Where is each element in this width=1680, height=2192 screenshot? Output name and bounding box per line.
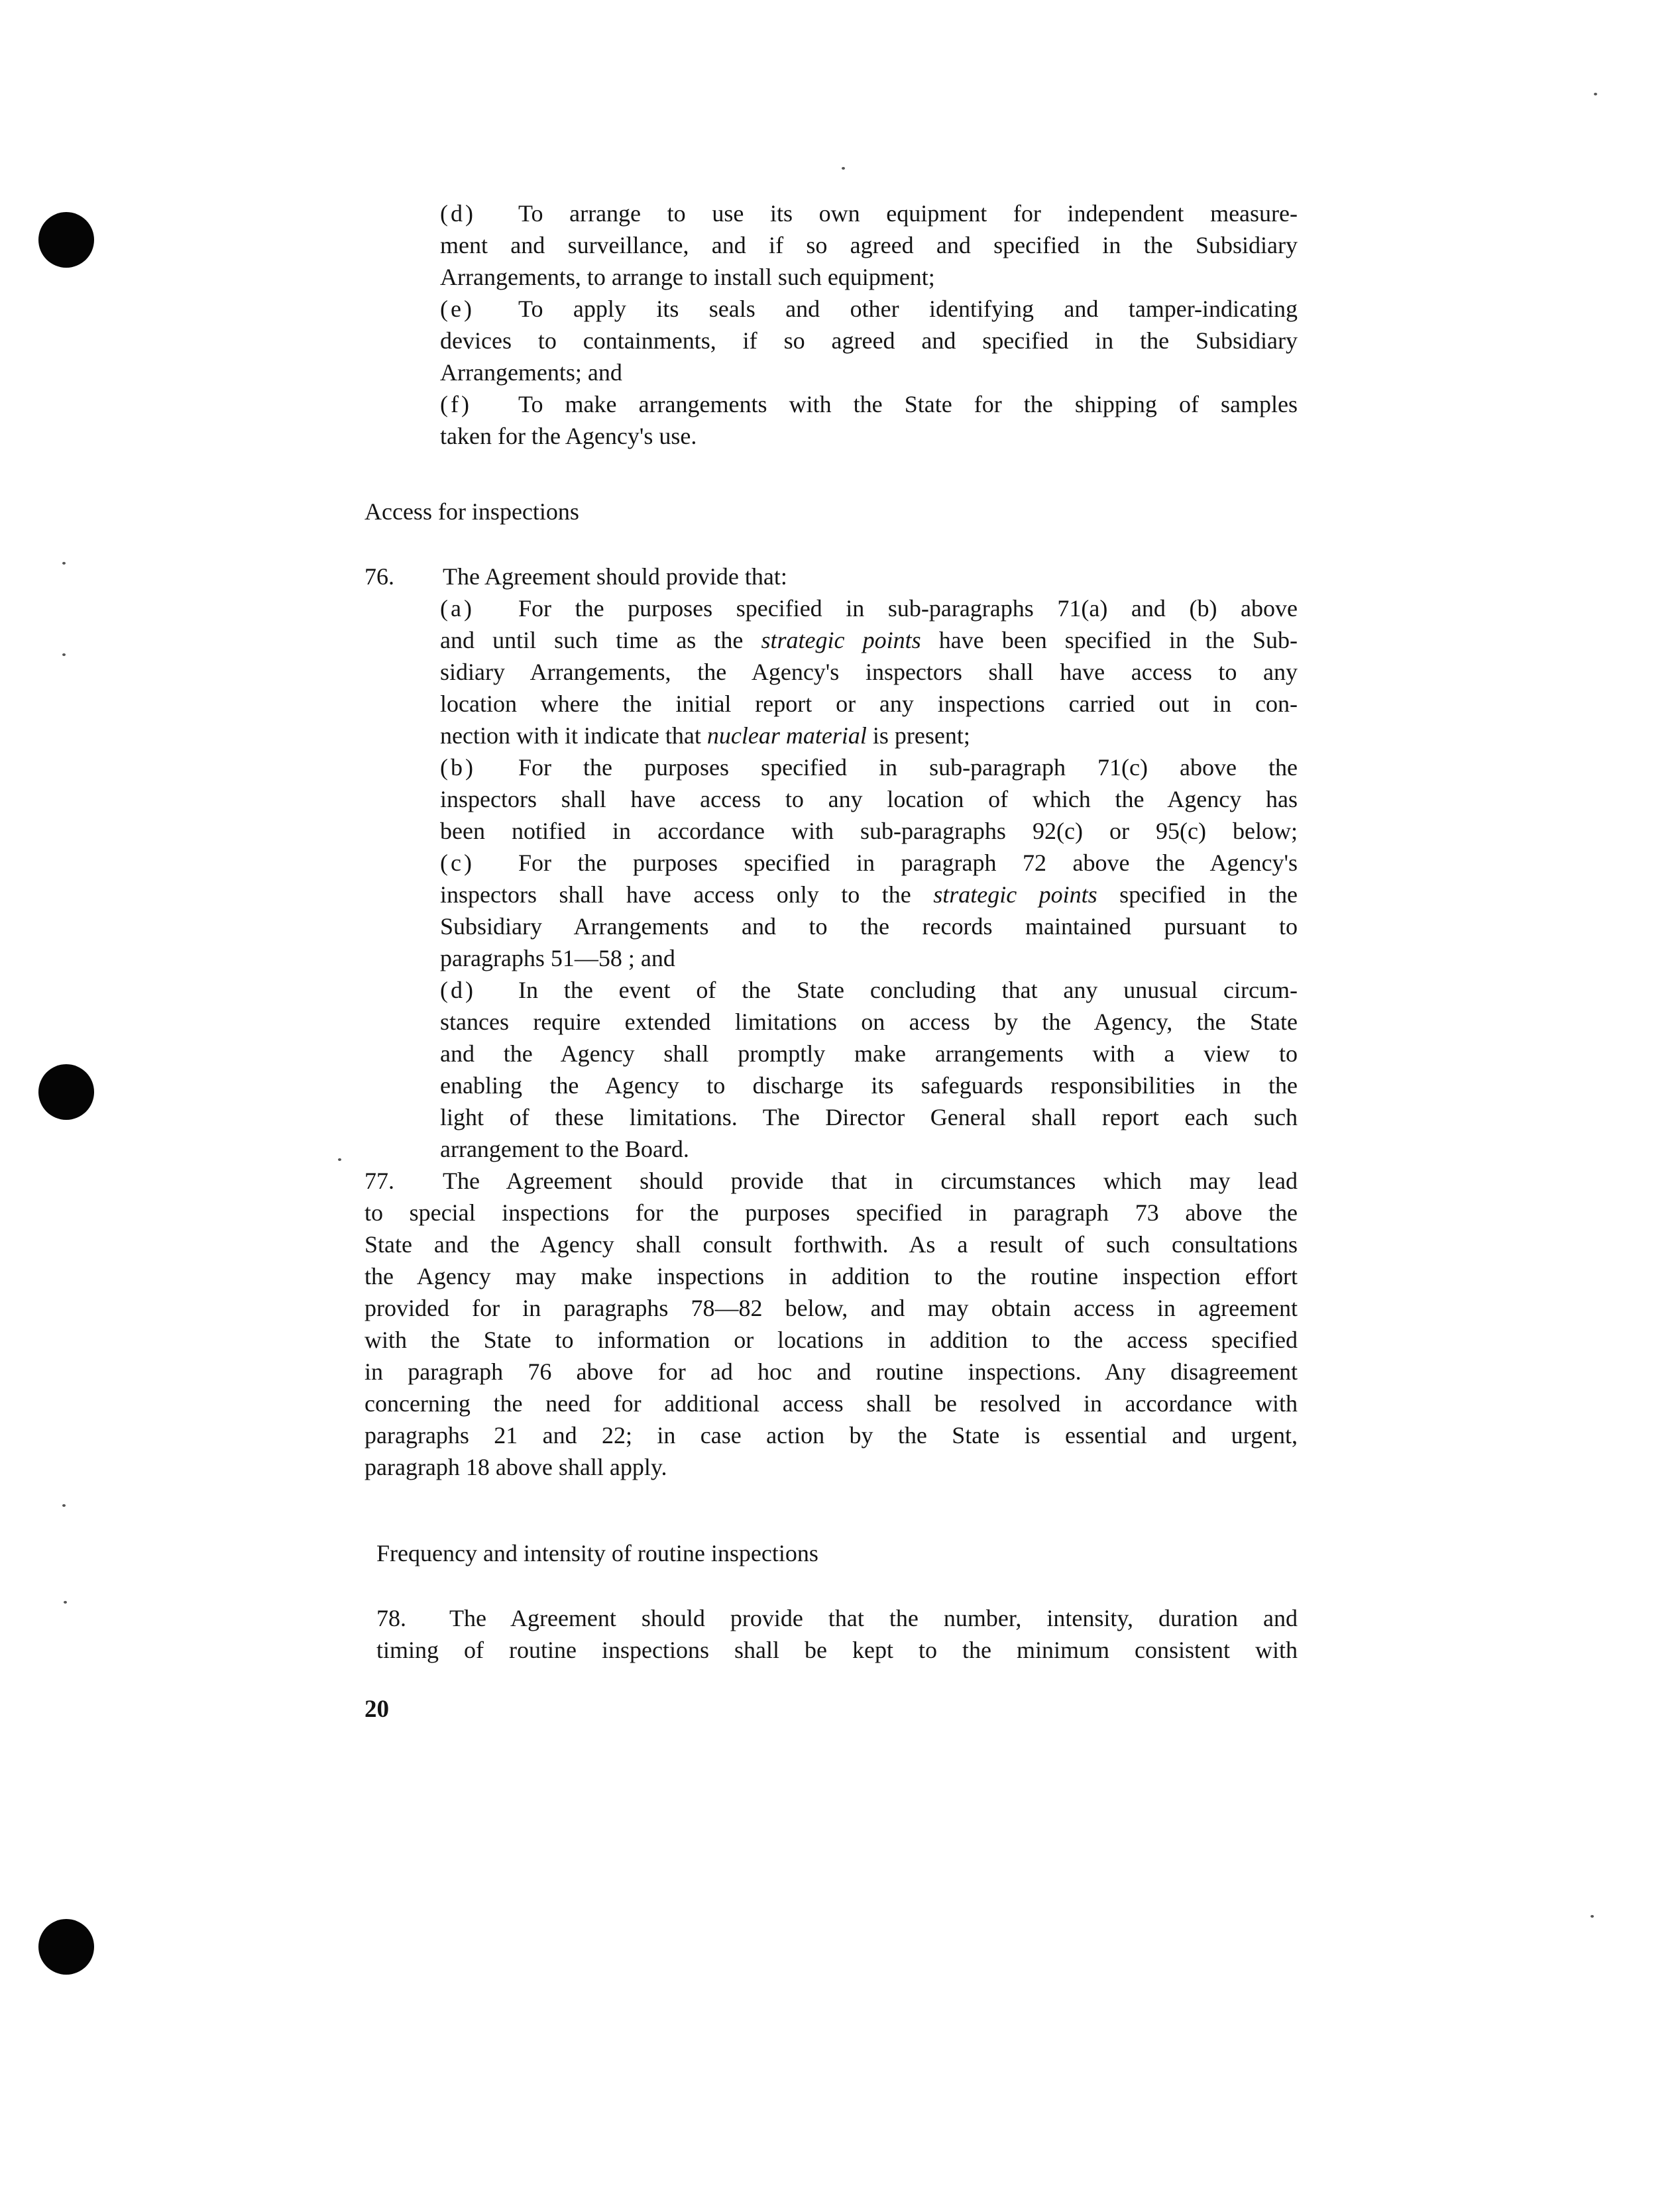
punch-hole [38,212,94,268]
paragraph-text: The Agreement should provide that in circumstances which may lead [443,1168,1298,1194]
subitem-d-line-4: enabling the Agency to discharge its safeguards responsibilities in the [440,1072,1298,1099]
section-heading: Frequency and intensity of routine inspections [376,1540,818,1566]
item-text: To arrange to use its own equipment for independent measure- [518,200,1298,227]
item-e-line-1 [440,293,1298,325]
paragraph-77-line-8: concerning the need for additional access shall be resolved in accordance with [364,1390,1298,1417]
paragraph-77-line-4: the Agency may make inspections in addition to the routine inspection effort [364,1263,1298,1289]
item-text: To apply its seals and other identifying and tamper-indicating [518,296,1298,322]
scan-speck [62,1504,66,1507]
text-run: and until such time as the [440,627,744,653]
subitem-d-line-5: light of these limitations. The Director General shall report each such [440,1104,1298,1130]
subitem-c-line-2 [440,879,1298,910]
item-text: For the purposes specified in sub-paragraphs 71(a) and (b) above [518,595,1298,622]
item-d-line-3: Arrangements, to arrange to install such equipment; [440,264,935,290]
item-e-line-3: Arrangements; and [440,359,622,386]
subitem-d-line-1 [440,974,1298,1006]
italic-term: strategic points [761,627,921,653]
subitem-d-line-3: and the Agency shall promptly make arrangements with a view to [440,1040,1298,1067]
scan-speck [842,167,845,170]
item-label: (b) [440,754,476,781]
item-text: To make arrangements with the State for the shipping of samples [518,391,1298,417]
item-label: (c) [440,849,475,876]
item-f-line-2: taken for the Agency's use. [440,423,697,449]
paragraph-number: 78. [376,1605,406,1631]
italic-term: nuclear material [706,722,867,749]
subitem-d-line-6: arrangement to the Board. [440,1136,689,1162]
punch-hole [38,1919,94,1975]
paragraph-77-line-9: paragraphs 21 and 22; in case action by the State is essential and urgent, [364,1422,1298,1449]
section-heading: Access for inspections [364,498,579,525]
scan-speck [1591,1915,1594,1918]
paragraph-78-line-2: timing of routine inspections shall be kept to the minimum consistent with [376,1637,1298,1663]
text-run: have been specified in the Sub- [938,627,1298,653]
text-run: inspectors shall have access only to the [440,881,911,908]
item-text: For the purposes specified in sub-paragraph 71(c) above the [518,754,1298,781]
item-d-line-1 [440,197,1298,229]
item-label: (a) [440,595,475,622]
paragraph-77-line-3: State and the Agency shall consult forthwith. As a result of such consultations [364,1231,1298,1258]
subitem-a-line-2 [440,624,1298,656]
item-text: For the purposes specified in paragraph 72 above the Agency's [518,849,1298,876]
paragraph-77-line-7: in paragraph 76 above for ad hoc and routine inspections. Any disagreement [364,1358,1298,1385]
subitem-b-line-1 [440,751,1298,783]
subitem-a-line-4: location where the initial report or any inspections carried out in con- [440,690,1298,717]
item-f-line-1 [440,388,1298,420]
item-label: (e) [440,296,475,322]
paragraph-76-intro [364,561,787,592]
subitem-b-line-3: been notified in accordance with sub-paragraphs 92(c) or 95(c) below; [440,818,1298,844]
subitem-a-line-3: sidiary Arrangements, the Agency's inspectors shall have access to any [440,659,1298,685]
item-text: In the event of the State concluding that any unusual circum- [518,977,1298,1003]
text-run: is present; [872,722,970,749]
item-label: (f) [440,391,472,417]
subitem-a-line-5 [440,720,970,751]
paragraph-77-line-2: to special inspections for the purposes specified in paragraph 73 above the [364,1199,1298,1226]
paragraph-number: 76. [364,563,394,590]
text-run: specified in the [1119,881,1298,908]
paragraph-text: The Agreement should provide that the number, intensity, duration and [449,1605,1298,1631]
item-label: (d) [440,200,476,227]
subitem-c-line-1 [440,847,1298,879]
italic-term: strategic points [933,881,1097,908]
page-number: 20 [364,1696,389,1723]
scan-speck [64,1601,67,1604]
item-d-line-2: ment and surveillance, and if so agreed and specified in the Subsidiary [440,232,1298,258]
paragraph-number: 77. [364,1168,394,1194]
item-label: (d) [440,977,476,1003]
scan-speck [62,653,66,656]
subitem-a-line-1 [440,592,1298,624]
paragraph-77-line-10: paragraph 18 above shall apply. [364,1454,667,1480]
item-e-line-2: devices to containments, if so agreed and specified in the Subsidiary [440,327,1298,354]
text-run: nection with it indicate that [440,722,701,749]
subitem-c-line-3: Subsidiary Arrangements and to the records maintained pursuant to [440,913,1298,940]
scan-speck [62,562,66,565]
subitem-d-line-2: stances require extended limitations on access by the Agency, the State [440,1009,1298,1035]
paragraph-77-line-1 [364,1165,1298,1197]
scan-speck [338,1158,341,1161]
paragraph-77-line-5: provided for in paragraphs 78—82 below, and may obtain access in agreement [364,1295,1298,1321]
paragraph-77-line-6: with the State to information or locations in addition to the access specified [364,1327,1298,1353]
subitem-b-line-2: inspectors shall have access to any location of which the Agency has [440,786,1298,812]
scan-speck [1594,93,1597,95]
subitem-c-line-4: paragraphs 51—58 ; and [440,945,675,971]
paragraph-text: The Agreement should provide that: [443,563,787,590]
punch-hole [38,1064,94,1120]
paragraph-78-line-1 [376,1602,1298,1634]
